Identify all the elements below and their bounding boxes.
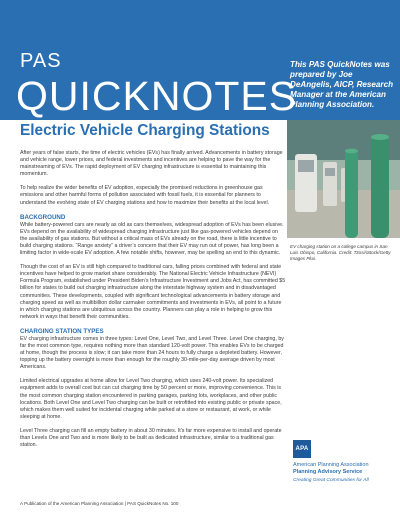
station-types-paragraph: EV charging infrastructure comes in three types: Level One, Level Two, and Level Three. Level One charging, by far the most common type, requires nothing more than standard 120-volt power. This enables EVs to be charged at home, though the process is slow; it can take more than 24 hours to fully charge a depleted battery. However, topping up the battery overnight is more than enough for the roughly 30-mile-per-day average driven by most Americans.: [20, 335, 284, 371]
charging-station-illustration: [287, 120, 400, 238]
apa-tagline: Creating Great Communities for All: [293, 478, 369, 483]
brand-pas: PAS: [20, 50, 62, 72]
station-types-paragraph: Limited electrical upgrades at home allow for Level Two charging, which uses 240-volt power. Its specialized equipment adds to overall cost but can cut charging time by 50 percent or more, improving convenience. This is the most common charging station encountered in parking garages, parking lots, workplaces, and other public locations. Both Level One and Level Two charging can be built or retrofitted into existing public or private space, which makes them well suited for incidental charging while parked at a store or restaurant, at work, or while sleeping at home.: [20, 378, 282, 420]
section-heading-background: BACKGROUND: [20, 213, 66, 221]
footer-publication-note: A Publication of the American Planning Association | PAS QuickNotes No. 100: [20, 501, 179, 506]
article-body: [20, 122, 286, 456]
intro-paragraph: After years of false starts, the time of electric vehicles (EVs) has finally arrived. Advancements in battery storage and vehicle range, lower prices, and federal investments and incentives are helping to pave the way for the mainstreaming of EVs. The rapid deployment of EV charging infrastructure is essential to maintaining this momentum.: [20, 150, 283, 178]
apa-name: [293, 462, 397, 476]
section-heading-station-types: CHARGING STATION TYPES: [20, 327, 104, 335]
apa-name-line2: Planning Advisory Service: [293, 469, 363, 475]
intro-paragraph: To help realize the wider benefits of EV adoption, especially the promised reductions in greenhouse gas emissions and other harmful forms of pollution associated with fossil fuels, it is essential for planners to understand the evolving state of EV charging stations and how to maximize their benefits at the local level.: [20, 185, 270, 206]
author-note: This PAS QuickNotes was prepared by Joe DeAngelis, AICP, Research Manager at the American Planning Association.: [290, 60, 394, 109]
charging-station-photo: [287, 120, 400, 238]
background-paragraph: Though the cost of an EV is still high compared to traditional cars, falling prices combined with federal and state incentives have helped to grow market share considerably. The National Electric Vehicle Infrastructure (NEVI) Formula Program, established under President Biden’s Infrastructure Investment and Jobs Act, has committed $5 billion for states to build out charging infrastructure along the interstate highway system and in disadvantaged communities. These developments, coupled with significant technological advancements in battery storage and charging speed as well as multibillion dollar carmaker commitments and investments in EVs, all point to a future in which charging stations are ubiquitous across the country. Planners can play a role in helping to grow this network in ways that benefit their communities.: [20, 264, 286, 320]
brand-quicknotes: QUICKNOTES: [16, 73, 298, 119]
apa-name-line1: American Planning Association: [293, 462, 369, 468]
article-title: Electric Vehicle Charging Stations: [20, 122, 270, 139]
background-paragraph: While battery-powered cars are nearly as old as cars themselves, widespread adoption of EVs has been elusive. EVs depend on the availability of widespread charging infrastructure just like gas-powered vehicles depend on the availability of gas stations. But without a critical mass of EVs already on the road, there is little incentive to build charging stations. “Range anxiety” a driver’s concern that their EV may run out of power, has long been a limiting factor in wide-scale EV adoption. A few notable shifts, however, may be spelling an end to this dynamic.: [20, 221, 284, 257]
station-types-paragraph: Level Three charging can fill an empty battery in about 30 minutes. It’s far more expensive to install and operate than Levels One and Two and is more likely to be built as dedicated infrastructure, similar to a traditional gas station.: [20, 427, 282, 449]
photo-caption: EV charging station on a college campus in San Luis Obispo, California. Credit: Tzosi/iStock/Getty Images Plus.: [290, 244, 391, 261]
apa-logo: APA: [293, 440, 311, 458]
header-banner: [0, 0, 400, 120]
